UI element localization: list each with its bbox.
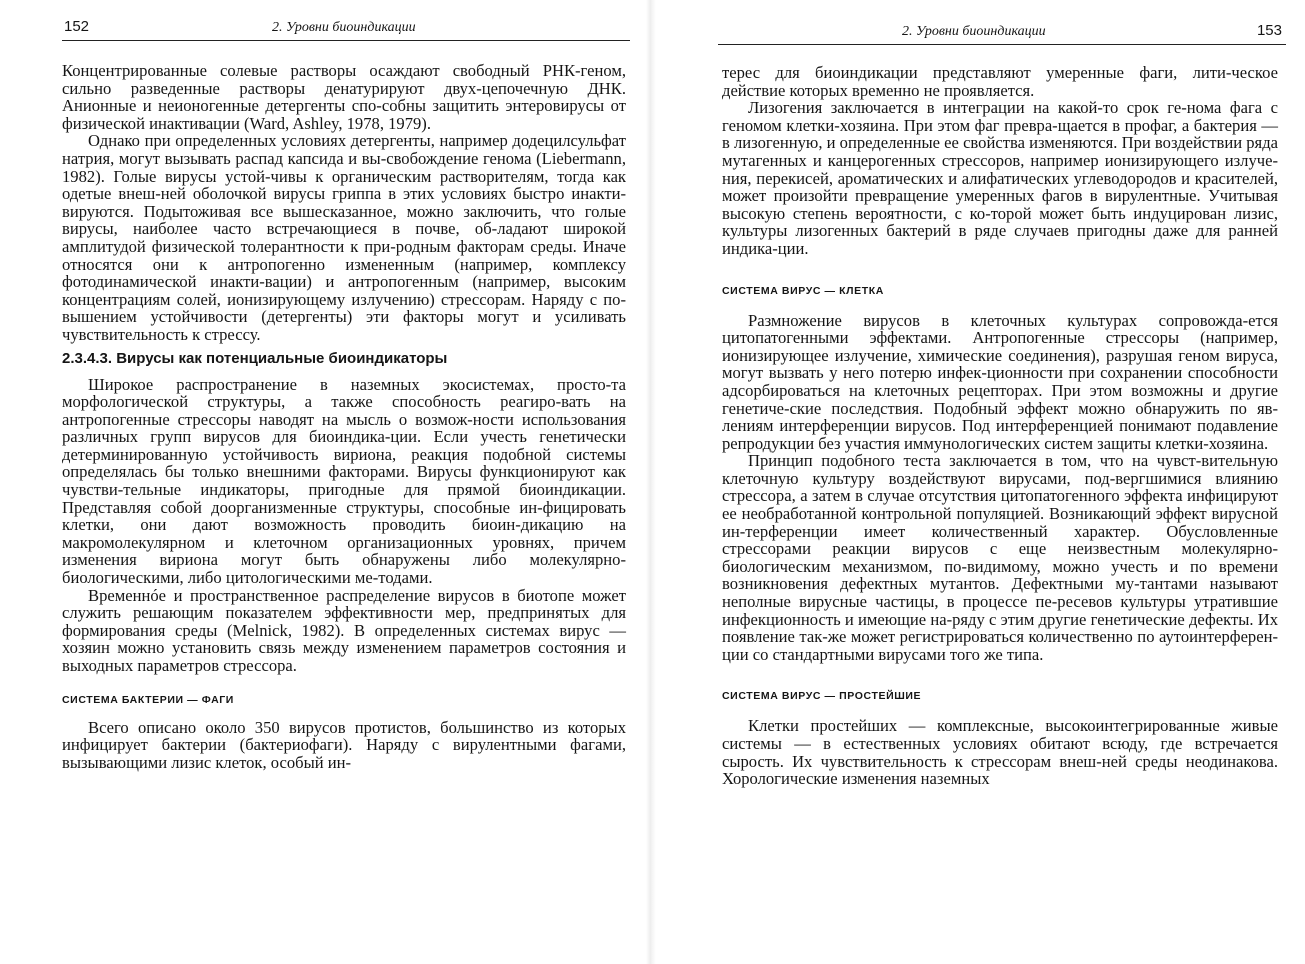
subsection-heading: СИСТЕМА ВИРУС — ПРОСТЕЙШИЕ [722, 690, 922, 703]
page-header [62, 18, 630, 41]
paragraph: Однако при определенных условиях детергенты, например додецилсульфат натрия, могут вызывать распад капсида и вы-свобождение генома (Liebermann, 1982). Голые вирусы устой-чивы к органическим растворителям, тогда как одетые внеш-ней оболочкой вирусы гриппа в этих условиях быстро инакти-вируются. Подытоживая все вышесказанное, можно заключить, что голые вирусы, наиболее часто встречающиеся в почве, об-ладают широкой амплитудой физической толерантности к при-родным факторам среды. Иначе относятся они к антропогенно измененным (например, комплексу фотодинамической инакти-вации) и антропогенным (например, высоким концентрациям солей, ионизирующему излучению) стрессорам. Наряду с по-вышением устойчивости (детергенты) эти факторы могут и усиливать чувствительность к стрессу. [62, 131, 626, 344]
right-page [652, 0, 1305, 964]
paragraph: Принцип подобного теста заключается в том, что на чувст-вительную клеточную культуру воздействуют вирусами, под-вергшимися влиянию стрессора, а затем в случае отсутствия цитопатогенного эффекта инфицируют ее необработанной контрольной популяцией. Возникающий эффект вирусной ин-терференции имеет количественный характер. Обусловленные стрессорами реакции вирусов с еще неизвестным молекулярно-биологическим механизмом, по-видимому, можно учесть и по времени возникновения дефектных мутантов. Дефектными му-тантами называют неполные вирусные частицы, в процессе пе-ресевов культуры утратившие инфекционность и имеющие на-ряду с этим другие генетические дефекты. Их появление так-же может регистрироваться количественно по аутоинтерферен-ции со стандартными вирусами того же типа. [722, 451, 1278, 664]
paragraph: терес для биоиндикации представляют умеренные фаги, лити-ческое действие которых временно не проявляется. [722, 63, 1278, 100]
left-page [0, 0, 650, 964]
paragraph: Клетки простейших — комплексные, высокоинтегрированные живые системы — в естественных условиях обитают всюду, где встречается сырость. Их чувствительность к стрессорам внеш-ней среды неодинакова. Хорологические изменения наземных [722, 716, 1278, 789]
running-head: 2. Уровни биоиндикации [272, 20, 416, 35]
section-heading: 2.3.4.3. Вирусы как потенциальные биоиндикаторы [62, 349, 448, 367]
running-head: 2. Уровни биоиндикации [902, 24, 1046, 39]
paragraph: Концентрированные солевые растворы осаждают свободный РНК-геном, сильно разведенные растворы денатурируют двух-цепочечную ДНК. Анионные и неионогенные детергенты спо-собны защитить энтеровирусы от физической инактивации (Ward, Ashley, 1978, 1979). [62, 61, 626, 133]
paragraph: Временнóе и пространственное распределение вирусов в биотопе может служить решающим показателем эффективности мер, предпринятых для формирования среды (Melnick, 1982). В определенных системах вирус — хозяин можно установить связь между изменением параметров состояния и выходных параметров стрессора. [62, 585, 626, 675]
page-header [718, 22, 1286, 45]
text-column [62, 62, 626, 771]
page-number: 153 [1256, 22, 1282, 39]
page-number: 152 [64, 18, 90, 35]
paragraph: Всего описано около 350 вирусов протистов, большинство из которых инфицирует бактерии (бактериофаги). Наряду с вирулентными фагами, вызывающими лизис клеток, особый ин- [62, 717, 626, 772]
paragraph: Лизогения заключается в интеграции на какой-то срок ге-нома фага с геномом клетки-хозяина. При этом фаг превра-щается в профаг, а бактерия — в лизогенную, и определенные ее свойства изменяются. При воздействии ряда мутагенных и канцерогенных стрессоров, например ионизирующего излуче-ния, перекисей, ароматических и алифатических углеводородов и красителей, может произойти превращение умеренных фагов в вирулентные. Учитывая высокую степень вероятности, с ко-торой может быть индуцирован лизис, культуры лизогенных бактерий в ряде случаев пригодны даже для ранней индика-ции. [722, 98, 1278, 258]
paragraph: Широкое распространение в наземных экосистемах, просто-та морфологической структуры, а также способность реагиро-вать на антропогенные стрессоры наводят на мысль о возмож-ности использования различных групп вирусов для биоиндика-ции. Если учесть генетически детерминированную устойчивость вириона, реакция подобной системы определялась бы только внешними факторами. Вирусы функционируют как чувстви-тельные индикаторы, пригодные для прямой биоиндикации. Представляя собой доорганизменные структуры, способные ин-фицировать клетки, они дают возможность проводить биоин-дикацию на макромолекулярном и клеточном организационных уровнях, причем изменения вириона могут быть обнаружены либо молекулярно-биологическими, либо цитологическими ме-тодами. [62, 374, 626, 588]
text-column [722, 64, 1278, 788]
subsection-heading: СИСТЕМА БАКТЕРИИ — ФАГИ [62, 693, 234, 706]
subsection-heading: СИСТЕМА ВИРУС — КЛЕТКА [722, 284, 884, 297]
paragraph: Размножение вирусов в клеточных культурах сопровожда-ется цитопатогенными эффектами. Антропогенные стрессоры (например, ионизирующее излучение, химические соединения), разрушая геном вируса, могут вызвать у него потерю инфек-ционности при сохранении способности адсорбироваться на клеточных рецепторах. При этом возможны и другие генетиче-ские последствия. Подобный эффект можно обнаружить по яв-лениям интерференции вирусов. Под интерференцией понимают подавление репродукции без участия иммунологических систем защиты клетки-хозяина. [722, 310, 1278, 453]
